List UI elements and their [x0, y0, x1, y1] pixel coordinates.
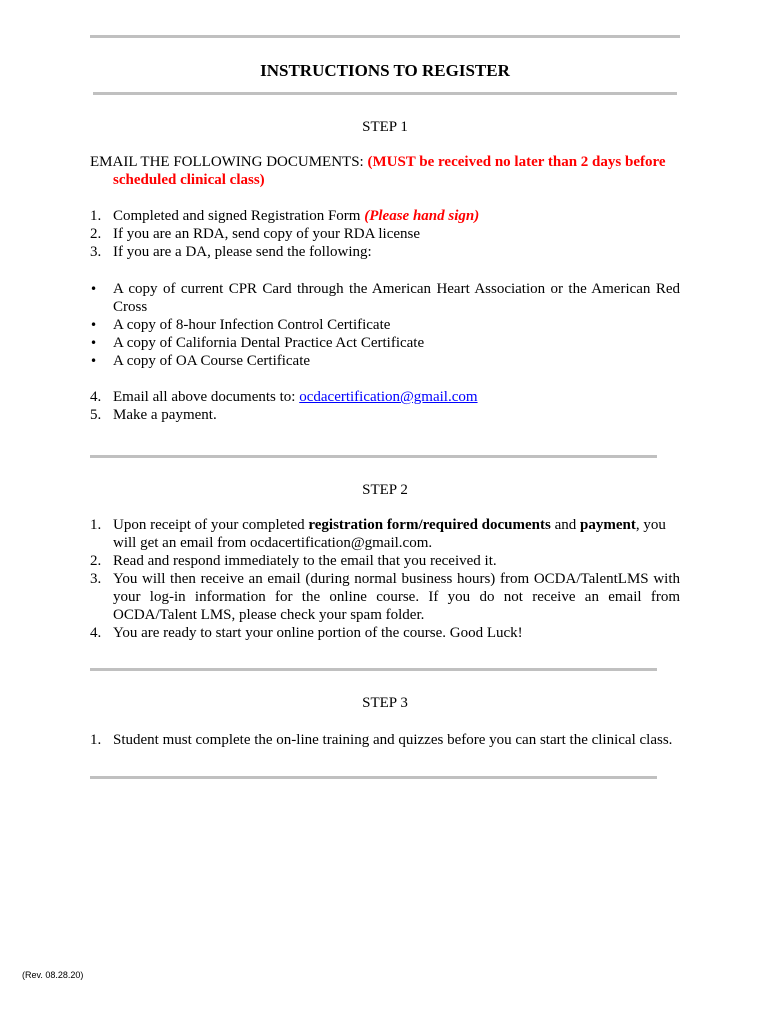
bullet-icon: •	[90, 282, 98, 296]
item-text-main: Completed and signed Registration Form	[113, 208, 361, 224]
item-number: 1.	[90, 732, 102, 748]
step1-section	[90, 153, 680, 424]
bullet-text: A copy of current CPR Card through the American Heart Association or the American Red Cross	[113, 281, 680, 315]
step3-heading: STEP 3	[362, 695, 408, 711]
step3-rule	[90, 776, 657, 779]
bullet-text: A copy of California Dental Practice Act Certificate	[113, 335, 425, 351]
payment-emphasis: payment	[580, 517, 636, 533]
item-text-pre: Upon receipt of your completed	[113, 517, 305, 533]
item-text: If you are an RDA, send copy of your RDA license	[113, 226, 421, 242]
bullet-item	[90, 352, 680, 370]
hand-sign-note: (Please hand sign)	[364, 208, 480, 224]
item-text-post: , you will get an email from ocdacertification@gmail.com.	[113, 517, 666, 551]
item-text-main: Email all above documents to:	[113, 389, 296, 405]
email-instruction	[90, 153, 680, 189]
list-item	[90, 243, 680, 261]
top-rule	[90, 35, 680, 38]
list-item	[90, 225, 680, 243]
bullet-text: A copy of 8-hour Infection Control Certificate	[113, 317, 391, 333]
title-rule	[93, 92, 677, 95]
item-number: 4.	[90, 389, 102, 405]
list-item	[90, 406, 680, 424]
bullet-item	[90, 280, 680, 316]
list-item	[90, 388, 680, 406]
list-item	[90, 731, 680, 749]
page-title: INSTRUCTIONS TO REGISTER	[260, 61, 510, 80]
item-number: 5.	[90, 407, 102, 423]
bullet-icon: •	[90, 318, 98, 332]
item-number: 1.	[90, 208, 102, 224]
item-text	[113, 207, 680, 225]
revision-note: (Rev. 08.28.20)	[22, 970, 84, 980]
item-text: You are ready to start your online portion of the course. Good Luck!	[113, 625, 523, 641]
bullet-item	[90, 334, 680, 352]
item-text: Make a payment.	[113, 407, 217, 423]
bullet-item	[90, 316, 680, 334]
item-text: If you are a DA, please send the following:	[113, 244, 372, 260]
item-number: 4.	[90, 625, 102, 641]
email-deadline: (MUST be received no later than 2 days before scheduled clinical class)	[113, 154, 666, 188]
step3-section	[90, 731, 680, 749]
list-item	[90, 516, 680, 552]
item-number: 3.	[90, 571, 102, 587]
item-number: 3.	[90, 244, 102, 260]
step1-heading: STEP 1	[362, 119, 408, 135]
item-number: 2.	[90, 226, 102, 242]
step2-rule	[90, 668, 657, 671]
item-number: 2.	[90, 553, 102, 569]
item-text: Read and respond immediately to the email that you received it.	[113, 553, 497, 569]
required-docs-emphasis: registration form/required documents	[308, 517, 551, 533]
item-number: 1.	[90, 517, 102, 533]
bullet-icon: •	[90, 354, 98, 368]
bullet-text: A copy of OA Course Certificate	[113, 353, 311, 369]
bullet-icon: •	[90, 336, 98, 350]
step2-heading: STEP 2	[362, 482, 408, 498]
item-text: Student must complete the on-line training and quizzes before you can start the clinical class.	[113, 732, 673, 748]
list-item	[90, 552, 680, 570]
list-item	[90, 207, 680, 225]
email-link[interactable]: ocdacertification@gmail.com	[299, 389, 478, 405]
email-intro: EMAIL THE FOLLOWING DOCUMENTS:	[90, 154, 364, 170]
item-text: You will then receive an email (during normal business hours) from OCDA/TalentLMS with your log-in information for the online course. If you do not receive an email from OCDA/Talent LMS, please check your spam folder.	[113, 571, 680, 623]
item-text	[113, 516, 680, 552]
item-text-mid: and	[554, 517, 577, 533]
step2-section	[90, 516, 680, 642]
item-text	[113, 388, 680, 406]
list-item	[90, 624, 680, 642]
step1-rule	[90, 455, 657, 458]
list-item	[90, 570, 680, 624]
